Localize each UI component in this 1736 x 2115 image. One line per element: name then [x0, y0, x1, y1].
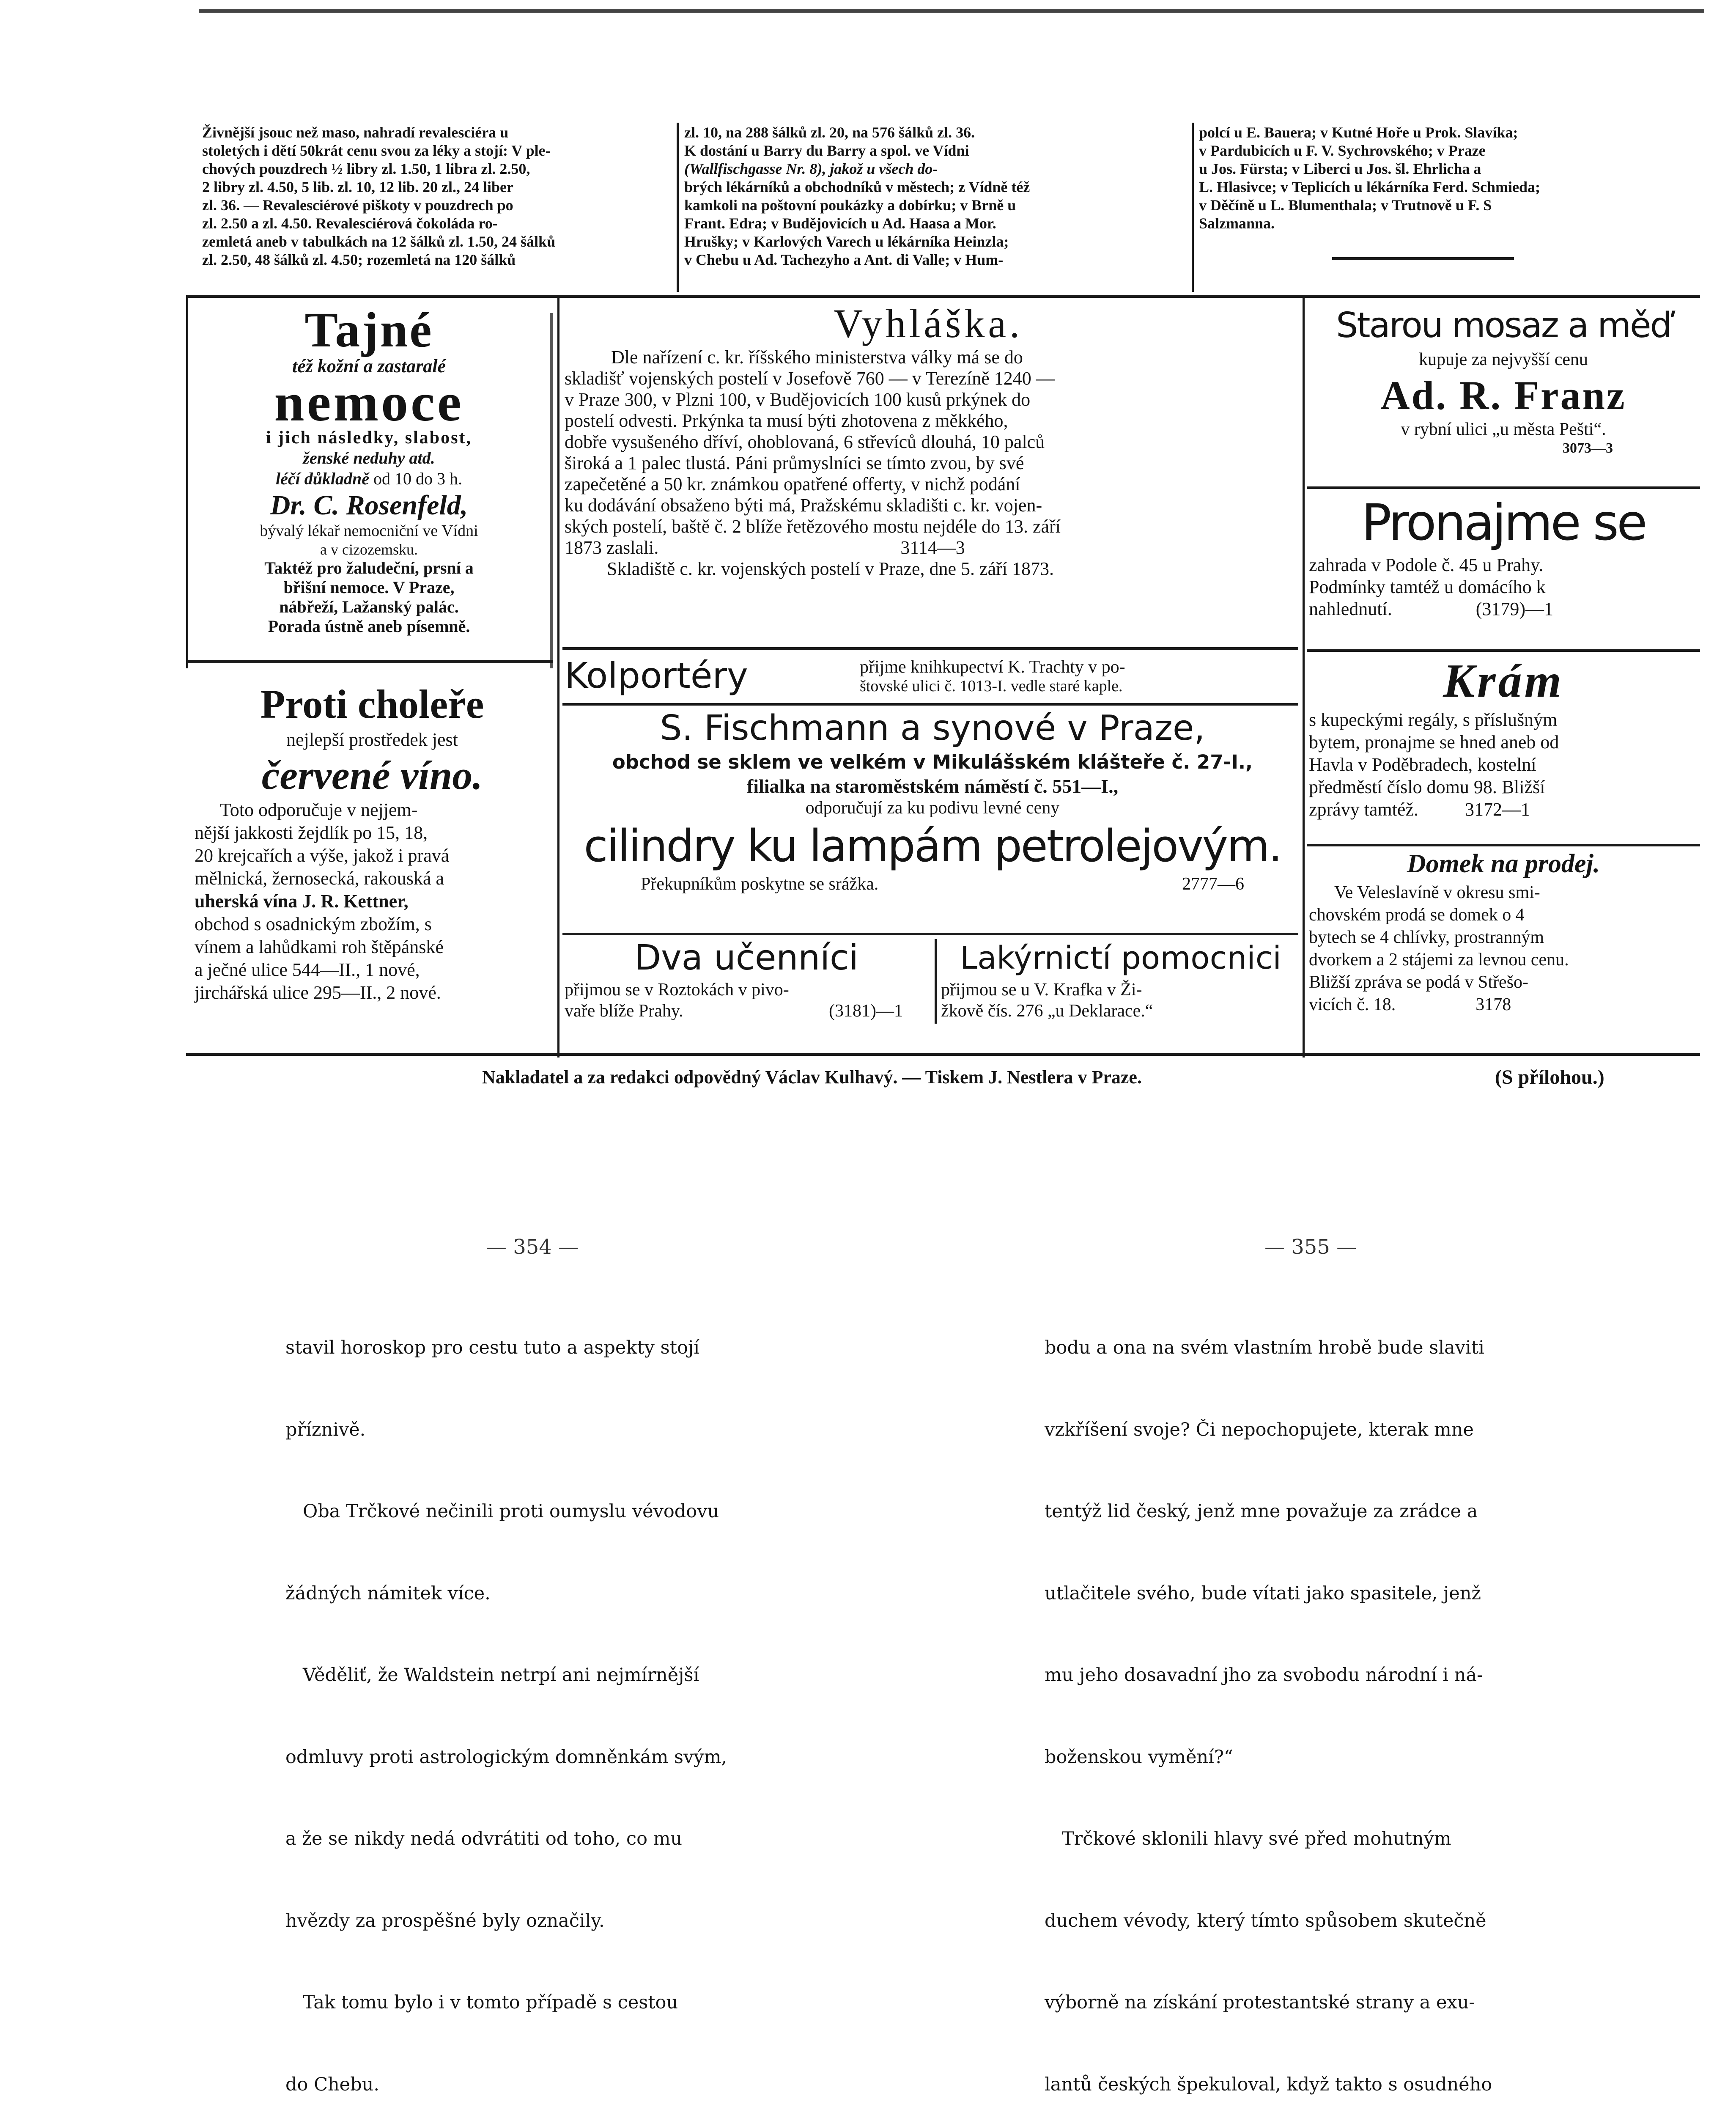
- ad-fischmann-title: S. Fischmann a synové v Praze,: [660, 708, 1205, 748]
- header-right-line: Salzmanna.: [1199, 215, 1275, 232]
- ad-tajne-line4b: od 10 do 3 h.: [369, 469, 463, 488]
- ad-tajne-line1: též kožní a zastaralé: [292, 356, 446, 376]
- ad-cholera-line: 20 krejcařích a výše, jakož i pravá: [195, 845, 450, 866]
- page-number-right: — 355 —: [1264, 1235, 1357, 1259]
- ad-fischmann-line2: filialka na staroměstském náměstí č. 551—I.,: [746, 775, 1119, 797]
- header-rule: [1332, 257, 1514, 260]
- ad-kolporter-title: Kolportéry: [565, 655, 748, 696]
- ad-tajne-line3: ženské neduhy atd.: [303, 448, 435, 467]
- header-left-line: Živnější jsouc než maso, nahradí revalesciéra u: [202, 124, 509, 141]
- ad-cholera-line: nější jakkosti žejdlík po 15, 18,: [195, 822, 428, 843]
- story-left-line: do Chebu.: [285, 2074, 380, 2095]
- story-left-line: Tak tomu bylo i v tomto případě s cestou: [285, 1992, 678, 2013]
- ad-fischmann-foot: [565, 874, 1300, 895]
- ad-rule: [562, 933, 1298, 935]
- ad-tajne: [190, 302, 548, 636]
- ad-pronajme-line: zahrada v Podole č. 45 u Prahy.: [1309, 555, 1544, 575]
- ad-tajne-line6: a v cizozemsku.: [320, 541, 418, 558]
- story-left-line: žádných námitek více.: [285, 1582, 491, 1604]
- header-middle-line: Frant. Edra; v Budějovicích u Ad. Haasa a Mor.: [684, 215, 996, 232]
- ad-cholera-line: obchod s osadnickým zbožím, s: [195, 914, 432, 934]
- ad-pronajme: [1309, 491, 1698, 620]
- ad-vyhlaska-line: 1873 zaslali. 3114—3: [565, 537, 965, 558]
- header-middle-line: K dostání u Barry du Barry a spol. ve Vídni: [684, 142, 969, 159]
- ad-mosaz-title: Starou mosaz a měď: [1336, 305, 1671, 346]
- story-column-left: [285, 1280, 837, 2115]
- ad-lakyrnici-text-a: přijmou se u V. Krafka v Ži-: [941, 980, 1142, 1000]
- header-right-line: u Jos. Fürsta; v Liberci u Jos. šl. Ehrlicha a: [1199, 160, 1481, 177]
- ad-fischmann-line1: obchod se sklem ve velkém v Mikulášském klášteře č. 27-I.,: [612, 751, 1253, 773]
- ad-ucennici-text-b: vaře blíže Prahy.: [565, 1001, 683, 1021]
- header-left-line: zl. 2.50, 48 šálků zl. 4.50; rozemletá na 120 šálků: [202, 251, 516, 268]
- ad-box-border-bottom: [186, 660, 553, 663]
- ad-fischmann-num: 2777—6: [1182, 874, 1244, 894]
- ad-vyhlaska-line: široká a 1 palec tlustá. Páni průmyslníci se tímto zvou, by své: [565, 453, 1024, 473]
- column-divider: [1303, 296, 1305, 1058]
- ad-domek: [1309, 846, 1698, 1016]
- ad-cholera-body: [195, 799, 550, 1004]
- ad-tajne-line9: nábřeží, Lažanský palác.: [279, 597, 459, 616]
- column-divider: [557, 296, 559, 1058]
- ad-vyhlaska-line: ku dodávání obsaženo býti má, Pražskému skladišti c. kr. vojen-: [565, 495, 1042, 516]
- ad-ucennici-text-a: přijmou se v Roztokách v pivo-: [565, 980, 789, 1000]
- story-right-line: bodu a ona na svém vlastním hrobě bude slaviti: [1045, 1337, 1484, 1358]
- ad-rule: [1307, 649, 1700, 652]
- ad-kram-line: Havla v Poděbradech, kostelní: [1309, 754, 1536, 775]
- header-middle-line: (Wallfischgasse Nr. 8), jakož u všech do-: [684, 160, 938, 177]
- header-divider: [1192, 123, 1194, 292]
- ad-vyhlaska-line: Dle nařízení c. kr. říšského ministerstva války má se do: [611, 347, 1023, 368]
- story-left-line: příznivě.: [285, 1419, 366, 1440]
- story-right-line: výborně na získání protestantské strany a exu-: [1045, 1992, 1475, 2013]
- ad-rule: [562, 647, 1298, 650]
- ad-lakyrnici-title: Lakýrnictí pomocnici: [960, 940, 1281, 976]
- ad-fischmann: [565, 707, 1300, 895]
- ad-mosaz-addr: v rybní ulici „u města Pešti“.: [1401, 420, 1606, 439]
- header-left-line: chových pouzdrech ½ libry zl. 1.50, 1 libra zl. 2.50,: [202, 160, 530, 177]
- story-right-line: vzkříšení svoje? Či nepochopujete, kterak mne: [1045, 1419, 1474, 1440]
- ad-cholera-line: Toto odporučuje v nejjem-: [220, 799, 418, 820]
- header-left-line: zl. 2.50 a zl. 4.50. Revalesciérová čokoláda ro-: [202, 215, 498, 232]
- header-right-line: v Pardubicích u F. V. Sychrovského; v Praze: [1199, 142, 1486, 159]
- ad-vyhlaska-line: skladišť vojenských postelí v Josefově 760 — v Terezíně 1240 —: [565, 368, 1055, 389]
- header-right-line: v Děčíně u L. Blumenthala; v Trutnově u F. S: [1199, 197, 1492, 214]
- ad-kram-line: s kupeckými regály, s příslušným: [1309, 709, 1558, 730]
- ad-ucennici-num: (3181)—1: [829, 1001, 903, 1021]
- ad-tajne-title2: nemoce: [274, 372, 464, 432]
- header-middle-line: Hrušky; v Karlových Varech u lékárníka Heinzla;: [684, 233, 1009, 250]
- header-column-right: [1199, 124, 1694, 233]
- ad-kram-line: předměstí číslo domu 98. Bližší: [1309, 777, 1545, 797]
- ad-cholera-line: mělnická, žernosecká, rakouská a: [195, 868, 444, 889]
- ad-domek-title: Domek na prodej.: [1407, 849, 1600, 878]
- ad-domek-line: Bližší zpráva se podá v Střešo-: [1309, 972, 1529, 992]
- ad-pronajme-title: Pronajme se: [1361, 493, 1645, 552]
- ad-box-border-left: [186, 296, 188, 668]
- story-right-line: Trčkové sklonili hlavy své před mohutným: [1045, 1828, 1451, 1849]
- story-right-line: tentýž lid český, jenž mne považuje za zrádce a: [1045, 1501, 1478, 1522]
- ad-tajne-line7: Taktéž pro žaludeční, prsní a: [264, 558, 474, 577]
- ad-cholera-line: a ječné ulice 544—II., 1 nové,: [195, 959, 420, 980]
- ad-tajne-line4: [190, 468, 548, 490]
- ad-tajne-line8: břišní nemoce. V Praze,: [283, 578, 455, 597]
- story-right-line: mu jeho dosavadní jho za svobodu národní i ná-: [1045, 1665, 1483, 1686]
- ad-cholera: [195, 681, 550, 1004]
- imprint-attachment: (S přílohou.): [1495, 1066, 1604, 1088]
- ad-mosaz-name: Ad. R. Franz: [1380, 373, 1626, 418]
- header-left-line: stoletých i dětí 50krát cenu svou za léky a stojí: V ple-: [202, 142, 551, 159]
- header-right-line: polcí u E. Bauera; v Kutné Hoře u Prok. Slavíka;: [1199, 124, 1518, 141]
- ad-kram-title: Krám: [1443, 655, 1564, 707]
- ad-kolporter: [565, 654, 1300, 700]
- ad-ucennici-foot: [565, 1000, 928, 1022]
- ad-domek-line: bytech se 4 chlívky, prostranným: [1309, 928, 1544, 947]
- header-divider: [677, 123, 679, 292]
- ad-kolporter-text2: štovské ulici č. 1013-I. vedle staré kaple.: [860, 677, 1123, 695]
- header-right-line: L. Hlasivce; v Teplicích u lékárníka Ferd. Schmieda;: [1199, 179, 1541, 195]
- story-column-right: [1045, 1280, 1596, 2115]
- ad-vyhlaska-line: postelí odvesti. Prkýnka ta musí býti zhotovena z měkkého,: [565, 410, 1008, 431]
- ad-pronajme-line: nahlednutí. (3179)—1: [1309, 599, 1554, 619]
- ad-ucennici-title: Dva učenníci: [634, 938, 859, 978]
- ad-rule: [1307, 486, 1700, 489]
- story-left-line: Věděliť, že Waldstein netrpí ani nejmírnější: [285, 1665, 699, 1686]
- story-right-line: duchem vévody, který tímto spůsobem skutečně: [1045, 1910, 1486, 1931]
- ad-vyhlaska-line: v Praze 300, v Plzni 100, v Budějovicích 100 kusů prkýnek do: [565, 389, 1031, 410]
- ad-vyhlaska-line: ských postelí, baště č. 2 blíže řetězového mostu nejdéle do 13. září: [565, 516, 1061, 537]
- ad-cholera-title: Proti choleře: [260, 681, 484, 727]
- story-left-line: stavil horoskop pro cestu tuto a aspekty stojí: [285, 1337, 699, 1358]
- ad-divider: [935, 939, 937, 1024]
- ad-lakyrnici-text-b: žkově čís. 276 „u Deklarace.“: [941, 1001, 1153, 1021]
- ad-domek-line: chovském prodá se domek o 4: [1309, 905, 1525, 925]
- section-rule: [186, 295, 1700, 298]
- ad-mosaz-sub: kupuje za nejvyšší cenu: [1418, 350, 1588, 369]
- ad-pronajme-line: Podmínky tamtéž u domácího k: [1309, 577, 1546, 597]
- header-column-left: [202, 124, 676, 269]
- ad-kolporter-text1: přijme knihkupectví K. Trachty v po-: [860, 657, 1125, 677]
- page-number-left: — 354 —: [486, 1235, 579, 1259]
- header-middle-line: v Chebu u Ad. Tachezyho a Ant. di Valle; v Hum-: [684, 251, 1004, 268]
- ad-tajne-line5: bývalý lékař nemocniční ve Vídni: [260, 522, 478, 540]
- ad-tajne-line2: i jich následky, slabost,: [266, 428, 472, 448]
- ad-fischmann-line3: odporučují za ku podivu levné ceny: [805, 798, 1060, 818]
- story-left-line: hvězdy za prospěšné byly označily.: [285, 1910, 605, 1931]
- ad-ucennici: [565, 937, 928, 1022]
- ad-cholera-line: jirchářská ulice 295—II., 2 nové.: [195, 982, 441, 1003]
- ad-cholera-line: vínem a lahůdkami roh štěpánské: [195, 937, 444, 957]
- ad-cholera-line: uherská vína J. R. Kettner,: [195, 891, 409, 912]
- header-middle-line: kamkoli na poštovní poukázky a dobírku; v Brně u: [684, 197, 1016, 214]
- ad-mosaz: [1309, 305, 1698, 457]
- ad-cholera-subtitle: nejlepší prostředek jest: [286, 729, 458, 750]
- imprint-rule: [186, 1053, 1700, 1056]
- ad-domek-line: dvorkem a 2 stájemi za levnou cenu.: [1309, 950, 1569, 970]
- ad-domek-line: Ve Veleslavíně v okresu smi-: [1334, 883, 1540, 902]
- story-left-line: odmluvy proti astrologickým domněnkám svým,: [285, 1746, 727, 1768]
- ad-vyhlaska-body: [565, 347, 1292, 580]
- ad-vyhlaska-line: dobře vysušeného dříví, ohoblovaná, 6 střevíců dlouhá, 10 palců: [565, 431, 1045, 452]
- story-left-line: Oba Trčkové nečinili proti oumyslu vévodovu: [285, 1501, 719, 1522]
- ad-tajne-line10: Porada ústně aneb písemně.: [268, 617, 470, 636]
- ad-lakyrnici: [941, 937, 1300, 1022]
- ad-box-border-right: [550, 313, 553, 668]
- header-middle-line: zl. 10, na 288 šálků zl. 20, na 576 šálků zl. 36.: [684, 124, 975, 141]
- imprint-line: Nakladatel a za redakci odpovědný Václav Kulhavý. — Tiskem J. Nestlera v Praze.: [482, 1067, 1142, 1088]
- header-middle-line: brých lékárníků a obchodníků v městech; z Vídně též: [684, 179, 1030, 195]
- ad-vyhlaska-footer: Skladiště c. kr. vojenských postelí v Praze, dne 5. září 1873.: [607, 558, 1054, 579]
- ad-mosaz-num: 3073—3: [1563, 440, 1613, 456]
- header-column-middle: [684, 124, 1171, 269]
- ad-tajne-title: Tajné: [304, 302, 433, 357]
- ad-kram: [1309, 654, 1698, 821]
- top-border: [199, 9, 1704, 13]
- ad-fischmann-line4: Překupníkům poskytne se srážka.: [641, 874, 879, 894]
- ad-vyhlaska-title: Vyhláška.: [834, 301, 1023, 346]
- ad-domek-line: vicích č. 18. 3178: [1309, 995, 1511, 1014]
- ad-vyhlaska-line: zapečetěné a 50 kr. známkou opatřené offerty, v nichž podání: [565, 474, 1020, 494]
- header-left-line: zl. 36. — Revalesciérové piškoty v pouzdrech po: [202, 197, 513, 214]
- header-left-line: 2 libry zl. 4.50, 5 lib. zl. 10, 12 lib. 20 zl., 24 liber: [202, 179, 513, 195]
- ad-kram-line: zprávy tamtéž. 3172—1: [1309, 799, 1530, 820]
- ad-tajne-doctor: Dr. C. Rosenfeld,: [270, 490, 468, 521]
- ad-fischmann-big: cilindry ku lampám petrolejovým.: [584, 820, 1281, 872]
- ad-cholera-wine: červené víno.: [261, 753, 483, 798]
- story-right-line: boženskou vymění?“: [1045, 1746, 1233, 1768]
- ad-vyhlaska: [565, 300, 1292, 580]
- header-left-line: zemletá aneb v tabulkách na 12 šálků zl. 1.50, 24 šálků: [202, 233, 556, 250]
- ad-rule: [562, 703, 1298, 706]
- story-right-line: lantů českých špekuloval, když takto s osudného: [1045, 2074, 1492, 2095]
- ad-tajne-line4a: léčí důkladně: [275, 469, 370, 488]
- story-left-line: a že se nikdy nedá odvrátiti od toho, co mu: [285, 1828, 683, 1849]
- ad-kram-line: bytem, pronajme se hned aneb od: [1309, 732, 1559, 753]
- story-right-line: utlačitele svého, bude vítati jako spasitele, jenž: [1045, 1582, 1481, 1604]
